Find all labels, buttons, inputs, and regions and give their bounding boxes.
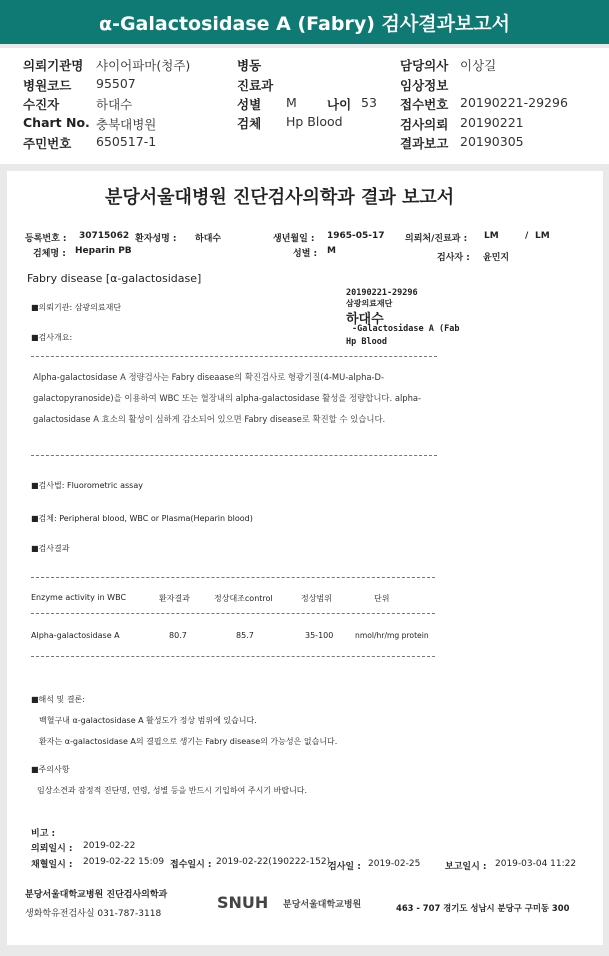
patient-name-label: 환자성명 : (135, 234, 177, 244)
snuh-logo: SNUH (217, 893, 269, 912)
dept-value-2: LM (535, 231, 550, 241)
field-value: 95507 (96, 76, 136, 91)
label-lab: 삼광의료재단 (346, 299, 393, 308)
overview-title: ■검사개요: (31, 333, 73, 342)
examiner-label: 검사자 : (437, 253, 470, 263)
field-label: 나이 (327, 97, 352, 112)
field-value: 충북대병원 (96, 117, 157, 132)
field-label: 검사의뢰 (400, 117, 449, 132)
report-title: 분당서울대병원 진단검사의학과 결과 보고서 (105, 187, 455, 208)
table-cell-unit: nmol/hr/mg protein (355, 631, 429, 640)
specimen-line: ■검체: Peripheral blood, WBC or Plasma(Heparin blood) (31, 514, 253, 523)
report-date-value: 2019-03-04 11:22 (495, 859, 577, 869)
remark-label: 비고 : (31, 829, 56, 839)
test-date-value: 2019-02-25 (368, 859, 421, 869)
receive-date-value: 2019-02-22(190222-152) (216, 857, 331, 867)
table-cell-patient: 80.7 (169, 631, 187, 640)
divider (31, 356, 437, 357)
field-label: 담당의사 (400, 58, 449, 73)
divider (31, 455, 437, 456)
reg-number-label: 등록번호 : (25, 234, 67, 244)
divider (31, 577, 435, 578)
table-header-patient: 환자결과 (159, 594, 190, 603)
field-value: 하대수 (96, 97, 133, 112)
report-banner (0, 0, 609, 44)
dept-value-1: LM (484, 231, 499, 241)
field-value: 샤이어파마(청주) (96, 58, 191, 73)
snuh-logo-subtitle: 분당서울대학교병원 (283, 900, 362, 910)
field-label: 주민번호 (23, 136, 72, 151)
interpretation-title: ■해석 및 결론: (31, 695, 85, 704)
caution-text: 임상소견과 잠정적 진단명, 연령, 성별 등을 반드시 기입하여 주시기 바랍니다. (37, 786, 308, 795)
field-value: 20190221-29296 (460, 95, 568, 110)
reg-number-value: 30715062 (79, 231, 130, 241)
dob-value: 1965-05-17 (327, 231, 385, 241)
specimen-label: 검체명 : (33, 249, 66, 259)
request-date-label: 의뢰일시 : (31, 844, 73, 854)
receive-date-label: 접수일시 : (170, 860, 212, 870)
label-specimen: Hp Blood (346, 337, 387, 347)
field-value: 53 (361, 95, 377, 110)
field-value: 20190305 (460, 134, 524, 149)
field-value: 이상길 (460, 58, 497, 73)
field-label: 의뢰기관명 (23, 58, 84, 73)
caution-title: ■주의사항 (31, 765, 70, 774)
interpretation-line-2: 환자는 α-galactosidase A의 결핍으로 생기는 Fabry disease의 가능성은 없습니다. (39, 737, 338, 746)
dept-label: 의뢰처/진료과 : (405, 234, 468, 244)
field-value: 650517-1 (96, 134, 157, 149)
field-label: Chart No. (23, 115, 90, 130)
field-value: Hp Blood (286, 114, 343, 129)
field-label: 병동 (237, 58, 262, 73)
table-cell-enzyme: Alpha-galactosidase A (31, 631, 120, 640)
method-line: ■검사법: Fluorometric assay (31, 481, 143, 490)
interpretation-line-1: 백혈구내 α-galactosidase A 활성도가 정상 범위에 있습니다. (39, 716, 257, 725)
field-label: 성별 (237, 97, 262, 112)
result-title: ■검사결과 (31, 544, 70, 553)
table-cell-range: 35-100 (305, 631, 334, 640)
specimen-value: Heparin PB (75, 246, 132, 256)
label-accession: 20190221-29296 (346, 288, 418, 298)
lab-contact: 생화학유전검사실 031-787-3118 (25, 909, 162, 919)
examiner-value: 윤민지 (483, 253, 510, 263)
field-value: M (286, 95, 297, 110)
table-cell-control: 85.7 (236, 631, 254, 640)
label-test: -Galactosidase A (Fab (352, 324, 460, 334)
request-date-value: 2019-02-22 (83, 841, 136, 851)
field-value: 20190221 (460, 115, 524, 130)
patient-name-value: 하대수 (195, 234, 222, 244)
table-header-enzyme: Enzyme activity in WBC (31, 593, 127, 602)
field-label: 수진자 (23, 97, 60, 112)
field-label: 진료과 (237, 78, 274, 93)
test-name: Fabry disease [α-galactosidase] (27, 272, 202, 285)
divider (31, 656, 435, 657)
hospital-address: 463 - 707 경기도 성남시 분당구 구미동 300 (396, 903, 570, 913)
collect-date-label: 채혈일시 : (31, 860, 73, 870)
field-label: 병원코드 (23, 78, 72, 93)
test-date-label: 검사일 : (328, 862, 361, 872)
institution-line: ■의뢰기관: 삼광의료재단 (31, 303, 122, 312)
overview-text: Alpha-galactosidase A 정량검사는 Fabry diseaase의 확진검사로 형광기질(4-MU-alpha-D-galactopyranoside)을 이용하여 WBC 또는 혈장내의 alpha-galactosidase 활성을 정량합니다. alpha-galactosidase A 효소의 활성이 심하게 감소되어 있으면 Fabry disease로 확진할 수 있습니다. (33, 372, 422, 424)
table-header-unit: 단위 (374, 594, 390, 603)
divider (31, 613, 435, 614)
field-label: 접수번호 (400, 97, 449, 112)
table-header-control: 정상대조control (214, 594, 273, 603)
field-label: 결과보고 (400, 136, 449, 151)
sex-value: M (327, 246, 336, 256)
field-label: 검체 (237, 116, 262, 131)
sex-label: 성별 : (293, 249, 318, 259)
dob-label: 생년월일 : (273, 234, 315, 244)
field-label: 임상정보 (400, 78, 449, 93)
org-name: 분당서울대학교병원 진단검사의학과 (25, 890, 168, 900)
label-patient: 하대수 (346, 312, 384, 327)
dept-separator: / (525, 231, 529, 241)
report-date-label: 보고일시 : (445, 862, 487, 872)
banner-title: α-Galactosidase A (Fabry) 검사결과보고서 (99, 12, 510, 35)
scanned-report (7, 171, 603, 945)
collect-date-value: 2019-02-22 15:09 (83, 857, 165, 867)
summary-panel (0, 48, 609, 164)
table-header-range: 정상범위 (301, 594, 332, 603)
